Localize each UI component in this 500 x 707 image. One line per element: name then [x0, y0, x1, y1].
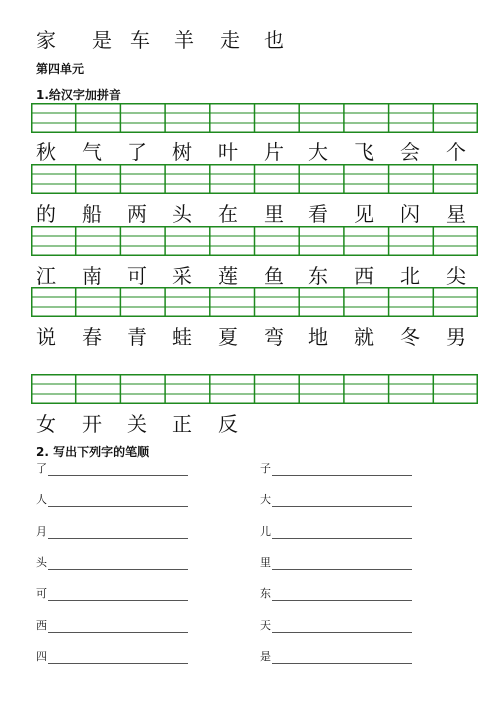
top-char: 羊	[174, 28, 194, 52]
hanzi-char: 青	[127, 325, 147, 349]
answer-line[interactable]	[272, 653, 412, 664]
hanzi-char: 里	[264, 202, 284, 226]
top-char: 是	[92, 28, 112, 52]
hanzi-char: 鱼	[264, 264, 284, 288]
hanzi-char: 可	[127, 264, 147, 288]
hanzi-char: 会	[400, 140, 420, 164]
section-2-title: 2. 写出下列字的笔顺	[36, 445, 150, 459]
char-row	[36, 325, 476, 349]
hanzi-char: 闪	[400, 202, 420, 226]
answer-line[interactable]	[272, 622, 412, 633]
answer-line[interactable]	[272, 559, 412, 570]
stroke-order-char: 天	[260, 619, 271, 632]
answer-line[interactable]	[272, 528, 412, 539]
hanzi-char: 莲	[218, 264, 238, 288]
hanzi-char: 叶	[218, 140, 238, 164]
hanzi-char: 气	[82, 140, 102, 164]
stroke-order-item	[36, 556, 188, 570]
stroke-order-item	[36, 493, 188, 507]
stroke-order-char: 是	[260, 650, 271, 663]
hanzi-char: 个	[446, 140, 466, 164]
hanzi-char: 头	[172, 202, 192, 226]
char-row	[36, 264, 476, 288]
char-row	[36, 140, 476, 164]
hanzi-char: 秋	[36, 140, 56, 164]
stroke-order-char: 里	[260, 556, 271, 569]
answer-line[interactable]	[272, 465, 412, 476]
hanzi-char: 春	[82, 325, 102, 349]
hanzi-char: 南	[82, 264, 102, 288]
hanzi-char: 弯	[264, 325, 284, 349]
hanzi-char: 北	[400, 264, 420, 288]
char-row	[36, 412, 476, 436]
pinyin-grid[interactable]	[31, 226, 478, 256]
stroke-order-char: 了	[36, 462, 47, 475]
hanzi-char: 树	[172, 140, 192, 164]
top-char: 家	[36, 28, 56, 52]
hanzi-char: 采	[172, 264, 192, 288]
section-1-title: 1.给汉字加拼音	[36, 88, 121, 102]
stroke-order-item	[260, 619, 412, 633]
hanzi-char: 两	[127, 202, 147, 226]
char-row	[36, 202, 476, 226]
stroke-order-char: 可	[36, 587, 47, 600]
stroke-order-item	[36, 525, 188, 539]
answer-line[interactable]	[272, 590, 412, 601]
hanzi-char: 飞	[354, 140, 374, 164]
stroke-order-char: 东	[260, 587, 271, 600]
answer-line[interactable]	[48, 559, 188, 570]
hanzi-char: 反	[218, 412, 238, 436]
pinyin-grid[interactable]	[31, 103, 478, 133]
hanzi-char: 西	[354, 264, 374, 288]
stroke-order-item	[260, 650, 412, 664]
hanzi-char: 大	[308, 140, 328, 164]
answer-line[interactable]	[272, 496, 412, 507]
hanzi-char: 关	[127, 412, 147, 436]
stroke-order-item	[260, 587, 412, 601]
hanzi-char: 蛙	[172, 325, 192, 349]
hanzi-char: 看	[308, 202, 328, 226]
answer-line[interactable]	[48, 528, 188, 539]
stroke-order-char: 人	[36, 493, 47, 506]
hanzi-char: 片	[264, 140, 284, 164]
answer-line[interactable]	[48, 496, 188, 507]
hanzi-char: 星	[446, 202, 466, 226]
pinyin-grid[interactable]	[31, 164, 478, 194]
top-char: 车	[130, 28, 150, 52]
hanzi-char: 夏	[218, 325, 238, 349]
stroke-order-char: 月	[36, 525, 47, 538]
top-char: 走	[220, 28, 240, 52]
hanzi-char: 尖	[446, 264, 466, 288]
hanzi-char: 女	[36, 412, 56, 436]
stroke-order-item	[260, 556, 412, 570]
hanzi-char: 男	[446, 325, 466, 349]
answer-line[interactable]	[48, 622, 188, 633]
stroke-order-item	[36, 462, 188, 476]
stroke-order-char: 儿	[260, 525, 271, 538]
stroke-order-char: 头	[36, 556, 47, 569]
hanzi-char: 见	[354, 202, 374, 226]
stroke-order-item	[260, 493, 412, 507]
answer-line[interactable]	[48, 465, 188, 476]
stroke-order-item	[260, 462, 412, 476]
hanzi-char: 船	[82, 202, 102, 226]
hanzi-char: 在	[218, 202, 238, 226]
stroke-order-item	[36, 650, 188, 664]
answer-line[interactable]	[48, 653, 188, 664]
hanzi-char: 江	[36, 264, 56, 288]
hanzi-char: 就	[354, 325, 374, 349]
hanzi-char: 冬	[400, 325, 420, 349]
hanzi-char: 的	[36, 202, 56, 226]
answer-line[interactable]	[48, 590, 188, 601]
pinyin-grid[interactable]	[31, 374, 478, 404]
hanzi-char: 开	[82, 412, 102, 436]
hanzi-char: 东	[308, 264, 328, 288]
stroke-order-item	[36, 587, 188, 601]
hanzi-char: 说	[36, 325, 56, 349]
stroke-order-item	[260, 525, 412, 539]
stroke-order-char: 四	[36, 650, 47, 663]
stroke-order-char: 西	[36, 619, 47, 632]
top-char: 也	[264, 28, 284, 52]
hanzi-char: 地	[308, 325, 328, 349]
stroke-order-char: 子	[260, 462, 271, 475]
pinyin-grid[interactable]	[31, 287, 478, 317]
hanzi-char: 正	[172, 412, 192, 436]
stroke-order-item	[36, 619, 188, 633]
unit-title: 第四单元	[36, 62, 85, 76]
stroke-order-char: 大	[260, 493, 271, 506]
hanzi-char: 了	[127, 140, 147, 164]
